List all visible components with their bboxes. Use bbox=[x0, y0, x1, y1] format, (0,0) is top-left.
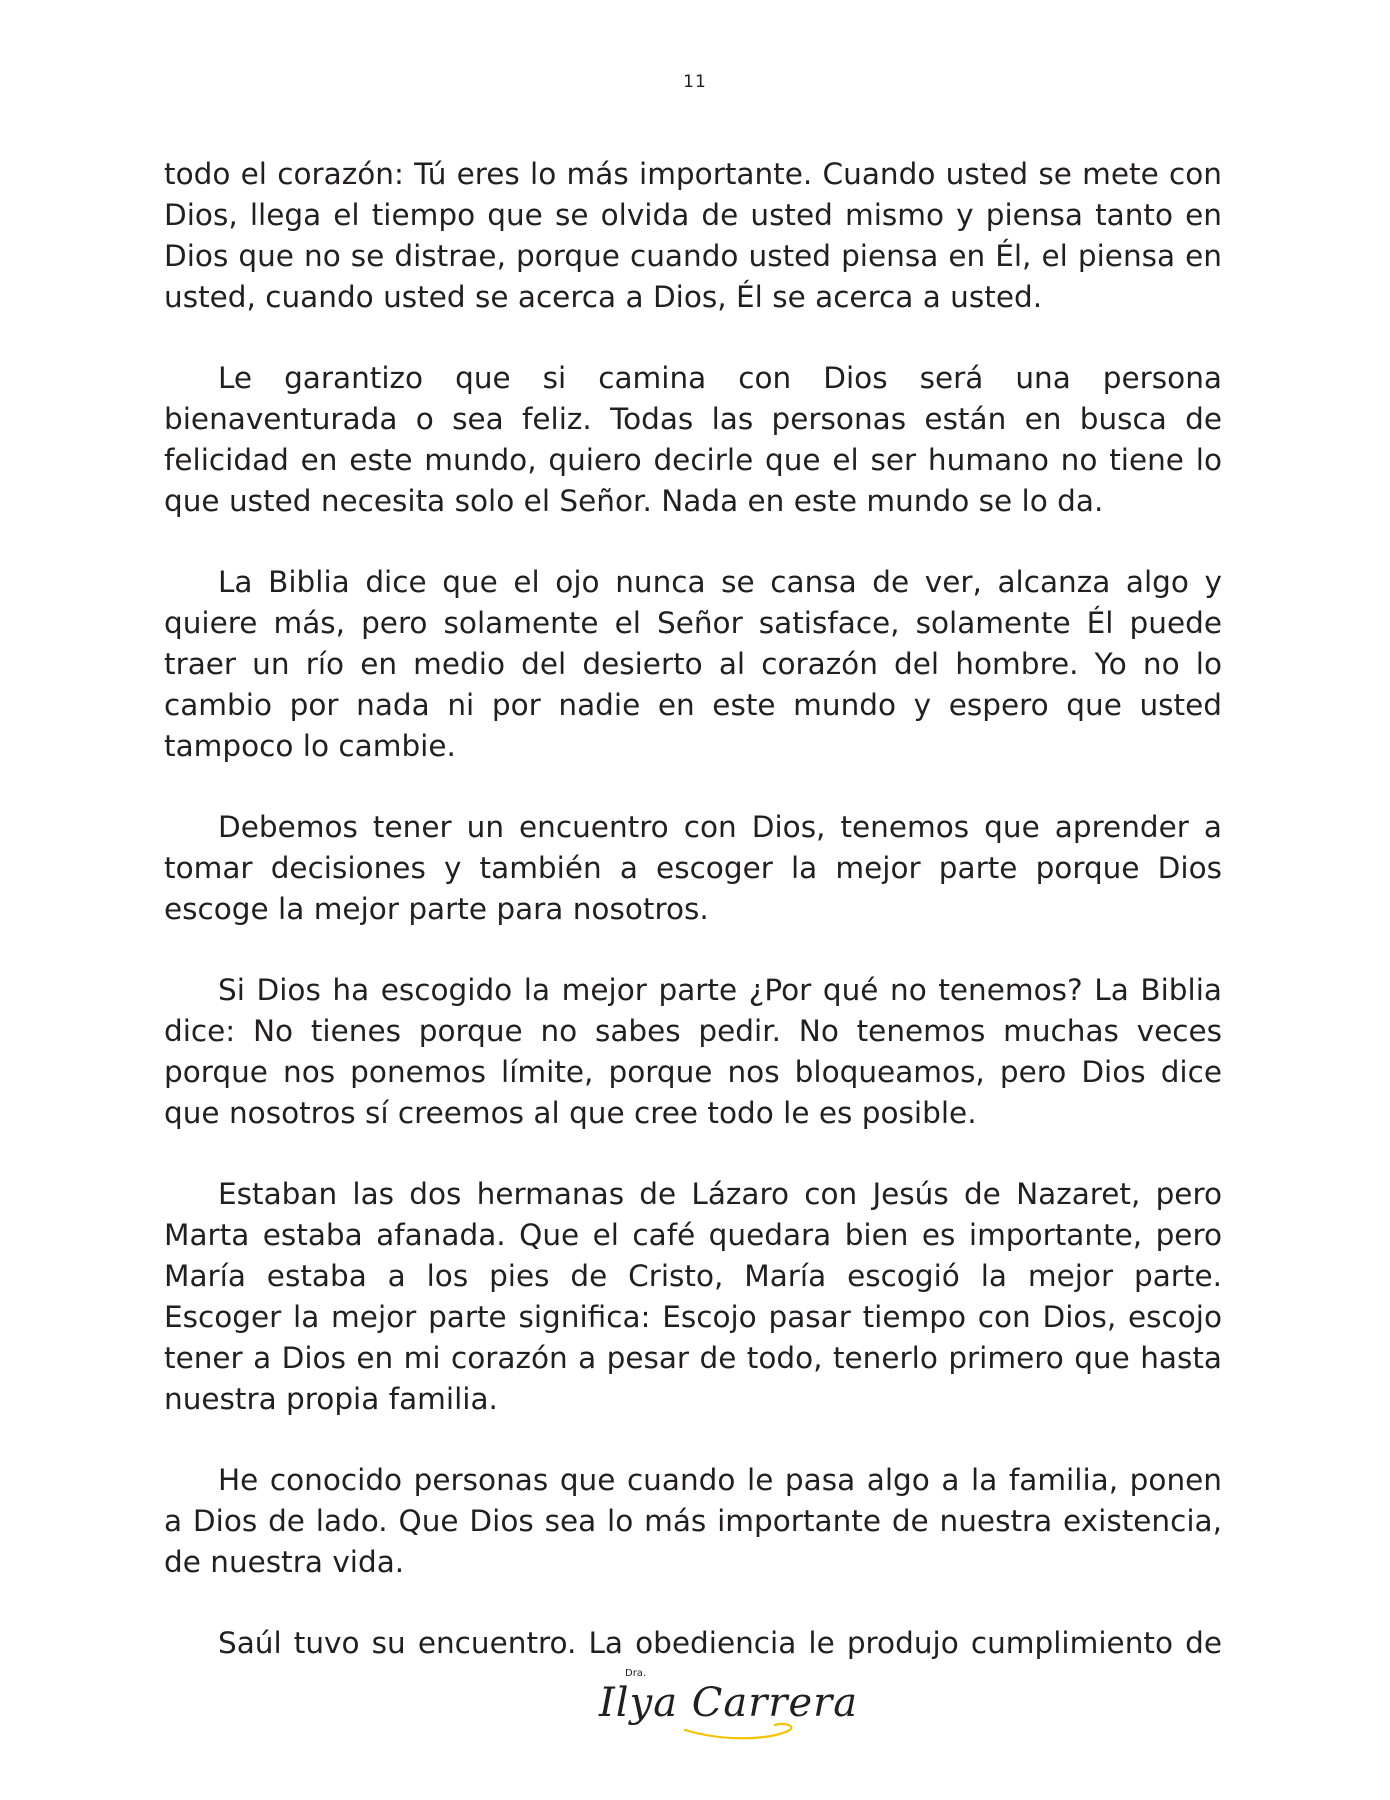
paragraph: Estaban las dos hermanas de Lázaro con Jesús de Nazaret, pero Marta estaba afanada. Que el café quedara bien es importante, pero María estaba a los pies de Cristo, María escogió la mejor parte. Escoger la mejor parte significa: Escojo pasar tiempo con Dios, escojo tener a Dios en mi corazón a pesar de todo, tenerlo primero que hasta nuestra propia familia. bbox=[164, 1177, 1222, 1416]
logo-swoosh-icon bbox=[585, 1668, 805, 1748]
logo-name: Ilya Carrera bbox=[599, 1680, 859, 1726]
paragraph: La Biblia dice que el ojo nunca se cansa de ver, alcanza algo y quiere más, pero solamente el Señor satisface, solamente Él puede traer un río en medio del desierto al corazón del hombre. Yo no lo cambio por nada ni por nadie en este mundo y espero que usted tampoco lo cambie. bbox=[164, 565, 1222, 763]
paragraph: Saúl tuvo su encuentro. La obediencia le produjo cumplimiento de bbox=[218, 1626, 1222, 1660]
paragraph: Si Dios ha escogido la mejor parte ¿Por qué no tenemos? La Biblia dice: No tienes porque no sabes pedir. No tenemos muchas veces porque nos ponemos límite, porque nos bloqueamos, pero Dios dice que nosotros sí creemos al que cree todo le es posible. bbox=[164, 973, 1222, 1130]
paragraph: He conocido personas que cuando le pasa algo a la familia, ponen a Dios de lado. Que Dios sea lo más importante de nuestra existencia, de nuestra vida. bbox=[164, 1463, 1222, 1579]
logo-prefix: Dra. bbox=[625, 1668, 647, 1679]
page-number: 11 bbox=[683, 72, 707, 92]
paragraph: Le garantizo que si camina con Dios será una persona bienaventurada o sea feliz. Todas las personas están en busca de felicidad en este mundo, quiero decirle que el ser humano no tiene lo que usted necesita solo el Señor. Nada en este mundo se lo da. bbox=[164, 361, 1222, 518]
paragraph: todo el corazón: Tú eres lo más importante. Cuando usted se mete con Dios, llega el tiempo que se olvida de usted mismo y piensa tanto en Dios que no se distrae, porque cuando usted piensa en Él, el piensa en usted, cuando usted se acerca a Dios, Él se acerca a usted. bbox=[164, 157, 1222, 314]
paragraph: Debemos tener un encuentro con Dios, tenemos que aprender a tomar decisiones y también a escoger la mejor parte porque Dios escoge la mejor parte para nosotros. bbox=[164, 810, 1222, 926]
author-signature-logo bbox=[585, 1668, 859, 1748]
body-text bbox=[164, 154, 1222, 1664]
